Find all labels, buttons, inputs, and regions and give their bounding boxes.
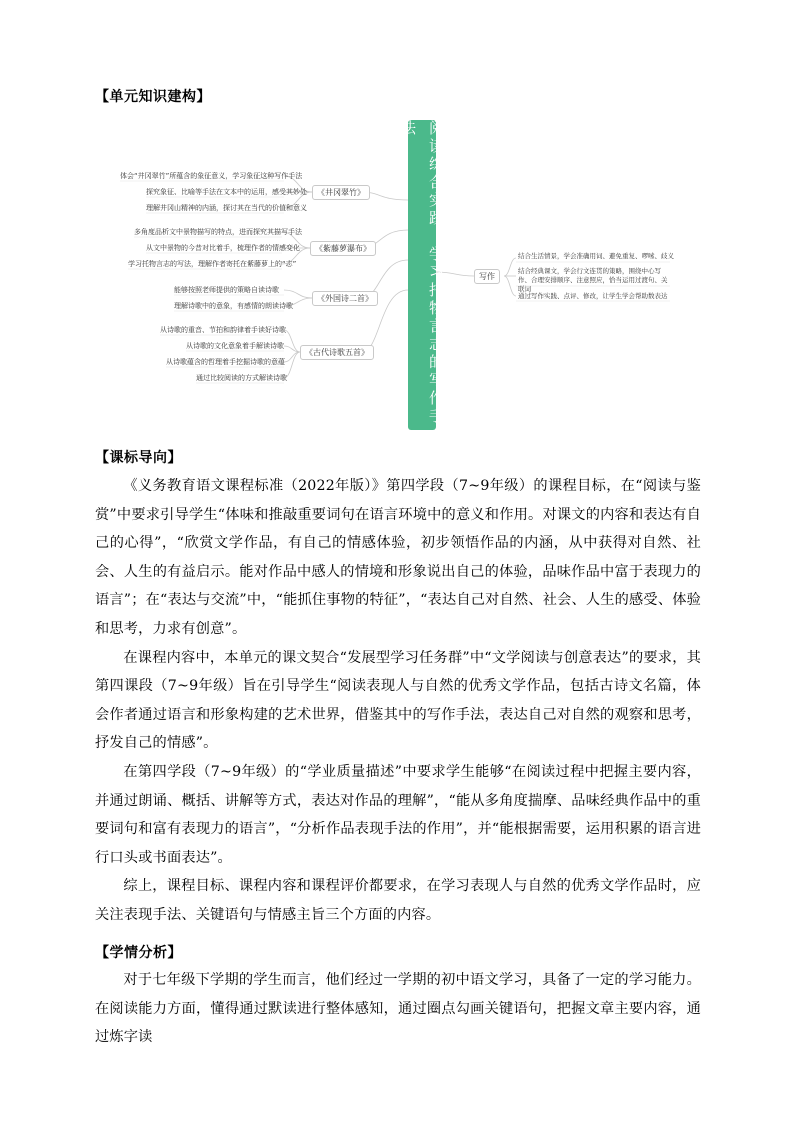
mind-map-topic-3: 《外国诗二首》 [312, 291, 378, 306]
curriculum-body [95, 472, 701, 930]
mind-map-topic-2: 《紫藤萝瀑布》 [310, 241, 376, 256]
mind-map-leaf: 通过写作实践、点评、修改，让学生学会帮助数表达 [518, 292, 668, 300]
mind-map-leaf: 多角度品析文中景物描写的特点，进而探究其描写手法 [134, 228, 302, 236]
section-heading-curriculum: 【课标导向】 [95, 450, 182, 466]
section-heading-unit-knowledge: 【单元知识建构】 [95, 89, 211, 105]
mind-map-topic-4: 《古代诗歌五首》 [300, 345, 374, 360]
mind-map-leaf: 从文中景物的今昔对比着手，梳理作者的情感变化 [146, 244, 300, 252]
learning-body [95, 966, 701, 1052]
mind-map-leaf: 从诗歌蕴含的哲理着手挖掘诗歌的意蕴 [166, 358, 285, 366]
curriculum-paragraph-3: 在第四学段（7~9年级）的“学业质量描述”中要求学生能够“在阅读过程中把握主要内容，并通过朗诵、概括、讲解等方式，表达对作品的理解”，“能从多角度揣摩、品味经典作品中的重要词句和富有表现力的语言”，“分析作品表现手法的作用”，并“能根据需要，运用积累的语言进行口头或书面表达”。 [95, 763, 701, 866]
mind-map-center-text: 阅读综合实践；学习托物言志的写作手法 [399, 120, 445, 426]
mind-map-topic-1: 《井冈翠竹》 [312, 185, 370, 200]
mind-map-leaf: 探究象征、比喻等手法在文本中的运用，感受其妙处 [146, 188, 307, 196]
mind-map-leaf: 理解井冈山精神的内涵，探讨其在当代的价值和意义 [146, 204, 307, 212]
mind-map-leaf: 理解诗歌中的意象，有感情的朗读诗歌 [174, 302, 293, 310]
mind-map-leaf: 通过比较阅读的方式解读诗歌 [196, 374, 287, 382]
learning-paragraph-1: 对于七年级下学期的学生而言，他们经过一学期的初中语文学习，具备了一定的学习能力。在阅读能力方面，懂得通过默读进行整体感知，通过圈点勾画关键语句，把握文章主要内容，通过炼字读 [95, 972, 701, 1046]
mind-map-leaf: 学习托物言志的写法，理解作者寄托在紫藤萝上的“志” [128, 260, 297, 268]
mind-map-leaf: 结合生活情景，学会准确用词、避免重复、啰嗦、歧义 [518, 252, 674, 260]
curriculum-paragraph-4: 综上，课程目标、课程内容和课程评价都要求，在学习表现人与自然的优秀文学作品时，应关注表现手法、关键语句与情感主旨三个方面的内容。 [95, 878, 701, 923]
curriculum-paragraph-1: 《义务教育语文课程标准（2022年版）》第四学段（7~9年级）的课程目标，在“阅读与鉴赏”中要求引导学生“体味和推敲重要词句在语言环境中的意义和作用。对课文的内容和表达有自己的心得”，“欣赏文学作品，有自己的情感体验，初步领悟作品的内涵，从中获得对自然、社会、人生的有益启示。能对作品中感人的情境和形象说出自己的体验，品味作品中富于表现力的语言”；在“表达与交流”中，“能抓住事物的特征”，“表达自己对自然、社会、人生的感受、体验和思考，力求有创意”。 [95, 478, 701, 637]
mind-map-leaf: 从诗歌的文化意象着手解读诗歌 [186, 342, 284, 350]
curriculum-paragraph-2: 在课程内容中，本单元的课文契合“发展型学习任务群”中“文学阅读与创意表达”的要求，其第四课段（7~9年级）旨在引导学生“阅读表现人与自然的优秀文学作品，包括古诗文名篇，体会作者通过语言和形象构建的艺术世界，借鉴其中的写作手法，表达自己对自然的观察和思考，抒发自己的情感”。 [95, 649, 701, 752]
section-heading-learning: 【学情分析】 [95, 945, 182, 961]
mind-map-leaf: 结合经典课文，学会行文连贯的策略，围绕中心写作、合理安排顺序、注意照应，恰当运用过渡句、关联词 [518, 267, 668, 293]
mind-map-center-node [399, 120, 445, 430]
mind-map-leaf: 能够按照老师提供的策略自读诗歌 [174, 286, 279, 294]
mind-map-leaf: 体会“井冈翠竹”所蕴含的象征意义，学习象征这种写作手法 [120, 172, 303, 180]
mind-map-topic-writing: 写作 [474, 269, 500, 284]
mind-map-leaf: 从诗歌的重音、节拍和韵律着手读好诗歌 [160, 326, 286, 334]
